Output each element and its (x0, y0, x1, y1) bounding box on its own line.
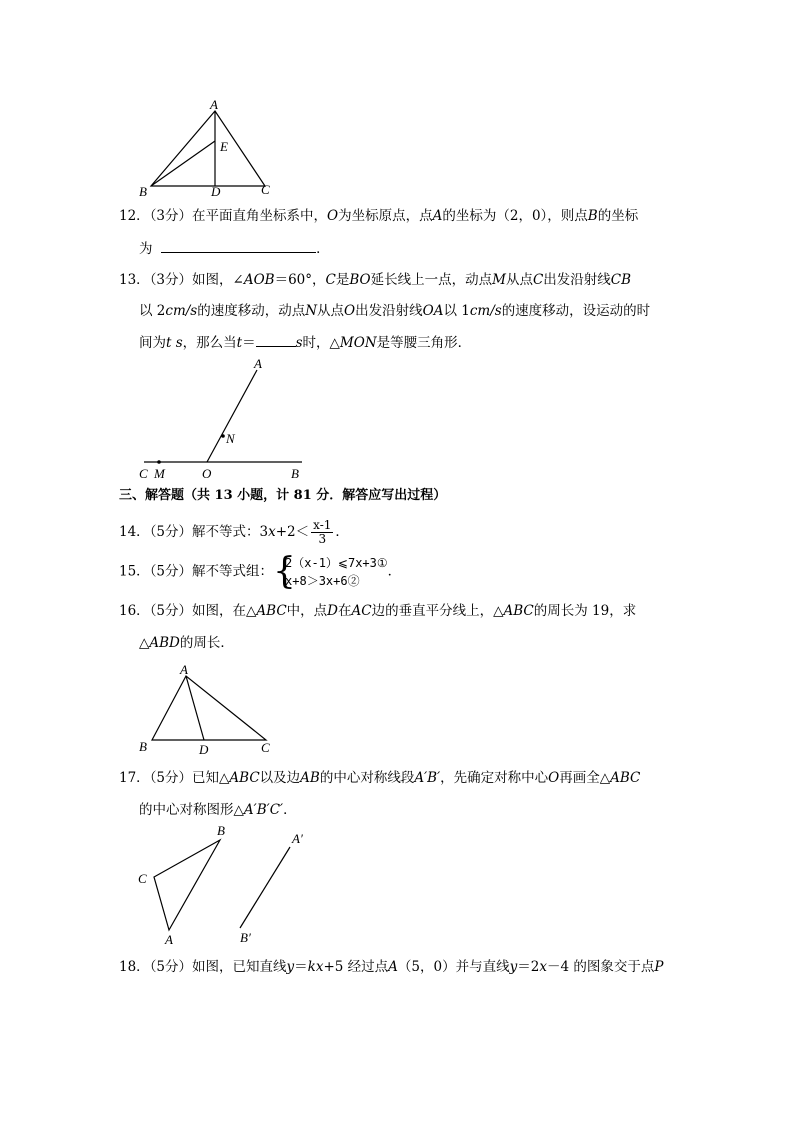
text: 为坐标原点，点 (338, 208, 433, 224)
inequality-2: x+8＞3x+6② (285, 574, 360, 588)
score: （5分） (149, 959, 193, 975)
text: 是等腰三角形． (376, 335, 472, 351)
text: 中，点 (286, 603, 328, 619)
question-18 (119, 957, 663, 977)
var-N: N (305, 303, 318, 319)
label-A: A (165, 932, 173, 947)
period: ． (316, 241, 330, 257)
text: 在 (338, 603, 352, 619)
question-number: 15． (119, 563, 150, 580)
triangle-ABD: ABD (149, 635, 180, 651)
var-kx: kx (307, 959, 324, 975)
text: ，那么当 (182, 335, 237, 351)
text: +5 经过点 (323, 959, 389, 975)
var-AC: AC (351, 603, 372, 619)
inequality-system (273, 551, 388, 592)
var-C: C (532, 272, 544, 288)
text: 的坐标 (597, 208, 639, 224)
score: （3分） (149, 272, 193, 288)
var-BO: BO (349, 272, 371, 288)
inequality-1: 2（x-1）⩽7x+3① (285, 556, 388, 570)
var-P: P (654, 959, 664, 975)
text: 边的垂直平分线上，△ (371, 603, 504, 619)
symmetry-figure-q17 (130, 820, 320, 950)
text: ，先确定对称中心 (440, 770, 549, 786)
score: （5分） (149, 563, 193, 580)
label-B: B (139, 739, 147, 754)
text: 解不等式：3 (192, 524, 269, 540)
unit: s (295, 335, 303, 351)
text: +2＜ (275, 524, 310, 540)
question-number: 18． (119, 959, 150, 975)
segment-A'B': A′B′ (414, 770, 441, 786)
question-15 (119, 551, 402, 594)
label-D: D (211, 184, 221, 199)
var-O: O (344, 303, 356, 319)
text: 如图，已知直线 (192, 959, 287, 975)
angle-AOB: AOB (243, 272, 275, 288)
var-x: x (539, 959, 547, 975)
text: 解不等式组： (192, 563, 274, 580)
var-y: y (286, 959, 295, 975)
text: 再画全△ (559, 770, 611, 786)
question-16-line-2 (139, 633, 234, 653)
text: 时，△ (302, 335, 340, 351)
question-number: 14． (119, 524, 150, 540)
unit: cm/s (165, 303, 198, 319)
label-B: B (139, 184, 147, 199)
question-13-line-3 (139, 332, 471, 353)
score: （5分） (149, 603, 193, 619)
text: 如图，在△ (192, 603, 257, 619)
var-t: t (236, 335, 243, 351)
label-M: M (154, 466, 165, 481)
period: ． (387, 563, 402, 580)
var-A: A (432, 208, 443, 224)
text: 的速度移动，设运动的时 (501, 303, 651, 319)
label-C: C (138, 871, 147, 886)
unit: cm/s (469, 303, 502, 319)
var-y: y (509, 959, 518, 975)
text: 从点 (317, 303, 345, 319)
text: 如图，∠ (192, 272, 244, 288)
triangle-ABC: ABC (503, 603, 534, 619)
text: 间为 (139, 335, 166, 351)
question-17-line-2 (139, 800, 297, 820)
triangle-figure-q16 (135, 660, 285, 760)
text: ． (283, 802, 297, 818)
label-N: N (226, 431, 235, 446)
answer-blank[interactable] (256, 332, 296, 347)
question-number: 17． (119, 770, 150, 786)
text: 出发沿射线 (355, 303, 423, 319)
label-O: O (202, 466, 212, 481)
question-13-line-2 (139, 301, 650, 321)
text: 以 2 (139, 303, 166, 319)
label-D: D (199, 742, 209, 757)
period: ． (335, 524, 349, 540)
triangle-figure-q11 (130, 92, 290, 202)
text: ＝2 (517, 959, 540, 975)
text: ＝ (294, 959, 308, 975)
question-13-line-1 (119, 270, 631, 290)
text: 的坐标为（2，0），则点 (442, 208, 588, 224)
text: 的周长． (179, 635, 234, 651)
text: 在平面直角坐标系中， (192, 208, 328, 224)
var-x: x (268, 524, 276, 540)
section-heading: 三、解答题（共 13 小题，计 81 分．解答应写出过程） (119, 488, 447, 503)
text: 延长线上一点，动点 (370, 272, 493, 288)
text: 已知△ (192, 770, 230, 786)
label-C: C (261, 182, 270, 197)
score: （5分） (149, 524, 193, 540)
var-C: C (325, 272, 336, 288)
score: （5分） (149, 770, 193, 786)
question-17-line-1 (119, 768, 640, 788)
var-AB: AB (300, 770, 320, 786)
score: （3分） (149, 208, 193, 224)
question-14 (119, 519, 349, 546)
var-M: M (492, 272, 506, 288)
text: 为 (139, 241, 153, 257)
question-number: 16． (119, 603, 150, 619)
label-A: A (254, 356, 262, 371)
text: 是 (335, 272, 350, 288)
var-O: O (327, 208, 339, 224)
text: 从点 (505, 272, 533, 288)
var-OA: OA (422, 303, 444, 319)
text: 以 1 (443, 303, 470, 319)
label-B: B (217, 823, 225, 838)
text: 的周长为 19，求 (533, 603, 637, 619)
text: ＝ (242, 335, 256, 351)
question-number: 13． (119, 272, 150, 288)
text: 的中心对称线段 (319, 770, 415, 786)
var-D: D (327, 603, 338, 619)
label-C: C (139, 466, 148, 481)
answer-blank[interactable] (161, 238, 316, 253)
text: △ (139, 635, 150, 651)
label-A: A (180, 662, 188, 677)
triangle-ABC: ABC (256, 603, 287, 619)
text: 以及边 (259, 770, 301, 786)
triangle-MON: MON (339, 335, 377, 351)
text: （5，0）并与直线 (397, 959, 510, 975)
var-B: B (587, 208, 598, 224)
text: 出发沿射线 (543, 272, 611, 288)
question-12-line-2 (139, 238, 330, 259)
label-B: B (291, 466, 299, 481)
triangle-ABC: ABC (610, 770, 641, 786)
label-C: C (261, 740, 270, 755)
label-B-prime: B′ (240, 930, 251, 945)
fraction (311, 519, 333, 546)
triangle-ABC: ABC (229, 770, 260, 786)
question-number: 12． (119, 208, 150, 224)
var-A: A (388, 959, 398, 975)
text: 的中心对称图形△ (139, 802, 244, 818)
question-16-line-1 (119, 601, 636, 621)
triangle-A'B'C': A′B′C′ (243, 802, 284, 818)
var-CB: CB (610, 272, 632, 288)
brace: { (273, 551, 296, 592)
text: ＝60°， (274, 272, 326, 288)
var-t: t s (166, 335, 183, 351)
var-O: O (548, 770, 560, 786)
label-A: A (210, 97, 218, 112)
label-A-prime: A′ (292, 831, 303, 846)
question-12-line-1 (119, 206, 638, 226)
denominator: 3 (318, 532, 327, 546)
label-E: E (220, 139, 228, 154)
text: 的速度移动，动点 (197, 303, 306, 319)
numerator: x-1 (313, 518, 332, 532)
rays-figure-q13 (130, 352, 320, 482)
text: －4 的图象交于点 (546, 959, 655, 975)
